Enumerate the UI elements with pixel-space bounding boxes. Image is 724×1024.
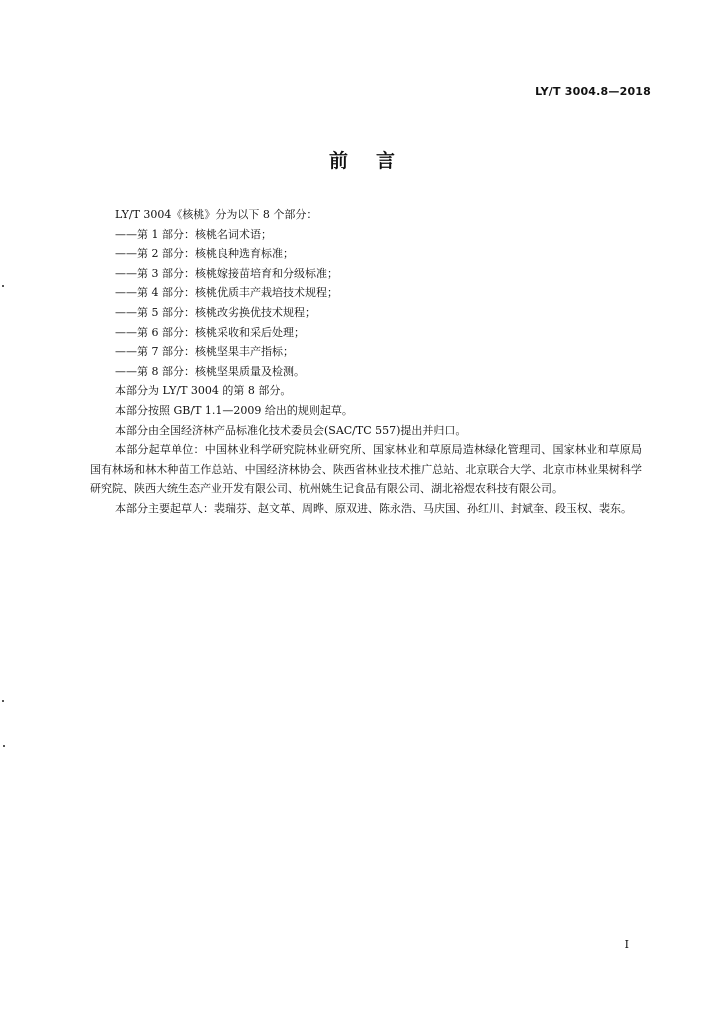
part-item-2: ——第 2 部分：核桃良种选育标准； xyxy=(115,247,294,261)
scan-speck xyxy=(2,285,4,287)
foreword-body xyxy=(90,205,642,519)
scan-speck xyxy=(2,700,4,702)
paragraph-drafting-units: 本部分起草单位：中国林业科学研究院林业研究所、国家林业和草原局造林绿化管理司、国家林业和草原局国有林场和林木种苗工作总站、中国经济林协会、陕西省林业技术推广总站、北京联合大学、北京市林业果树科学研究院、陕西大统生态产业开发有限公司、杭州姚生记食品有限公司、湖北裕煜农科技有限公司。 xyxy=(90,443,642,496)
paragraph-drafters: 本部分主要起草人：裴瑞芬、赵文革、周晔、原双进、陈永浩、马庆国、孙红川、封斌奎、段玉权、裴东。 xyxy=(115,501,632,515)
paragraph-committee: 本部分由全国经济林产品标准化技术委员会(SAC/TC 557)提出并归口。 xyxy=(115,423,467,437)
part-item-8: ——第 8 部分：核桃坚果质量及检测。 xyxy=(115,364,305,378)
part-item-5: ——第 5 部分：核桃改劣换优技术规程； xyxy=(115,305,316,319)
part-item-4: ——第 4 部分：核桃优质丰产栽培技术规程； xyxy=(115,286,338,300)
part-item-3: ——第 3 部分：核桃嫁接苗培育和分级标准； xyxy=(115,266,338,280)
part-item-7: ——第 7 部分：核桃坚果丰产指标； xyxy=(115,345,294,359)
intro-line: LY/T 3004《核桃》分为以下 8 个部分： xyxy=(115,208,318,221)
part-item-1: ——第 1 部分：核桃名词术语； xyxy=(115,227,272,241)
page-title: 前言 xyxy=(328,150,423,172)
scan-speck xyxy=(3,745,5,747)
standard-code: LY/T 3004.8—2018 xyxy=(535,85,651,98)
paragraph-part-statement: 本部分为 LY/T 3004 的第 8 部分。 xyxy=(115,384,292,398)
page-number: I xyxy=(624,938,629,951)
paragraph-drafting-rules: 本部分按照 GB/T 1.1—2009 给出的规则起草。 xyxy=(115,403,353,417)
part-item-6: ——第 6 部分：核桃采收和采后处理； xyxy=(115,325,305,339)
